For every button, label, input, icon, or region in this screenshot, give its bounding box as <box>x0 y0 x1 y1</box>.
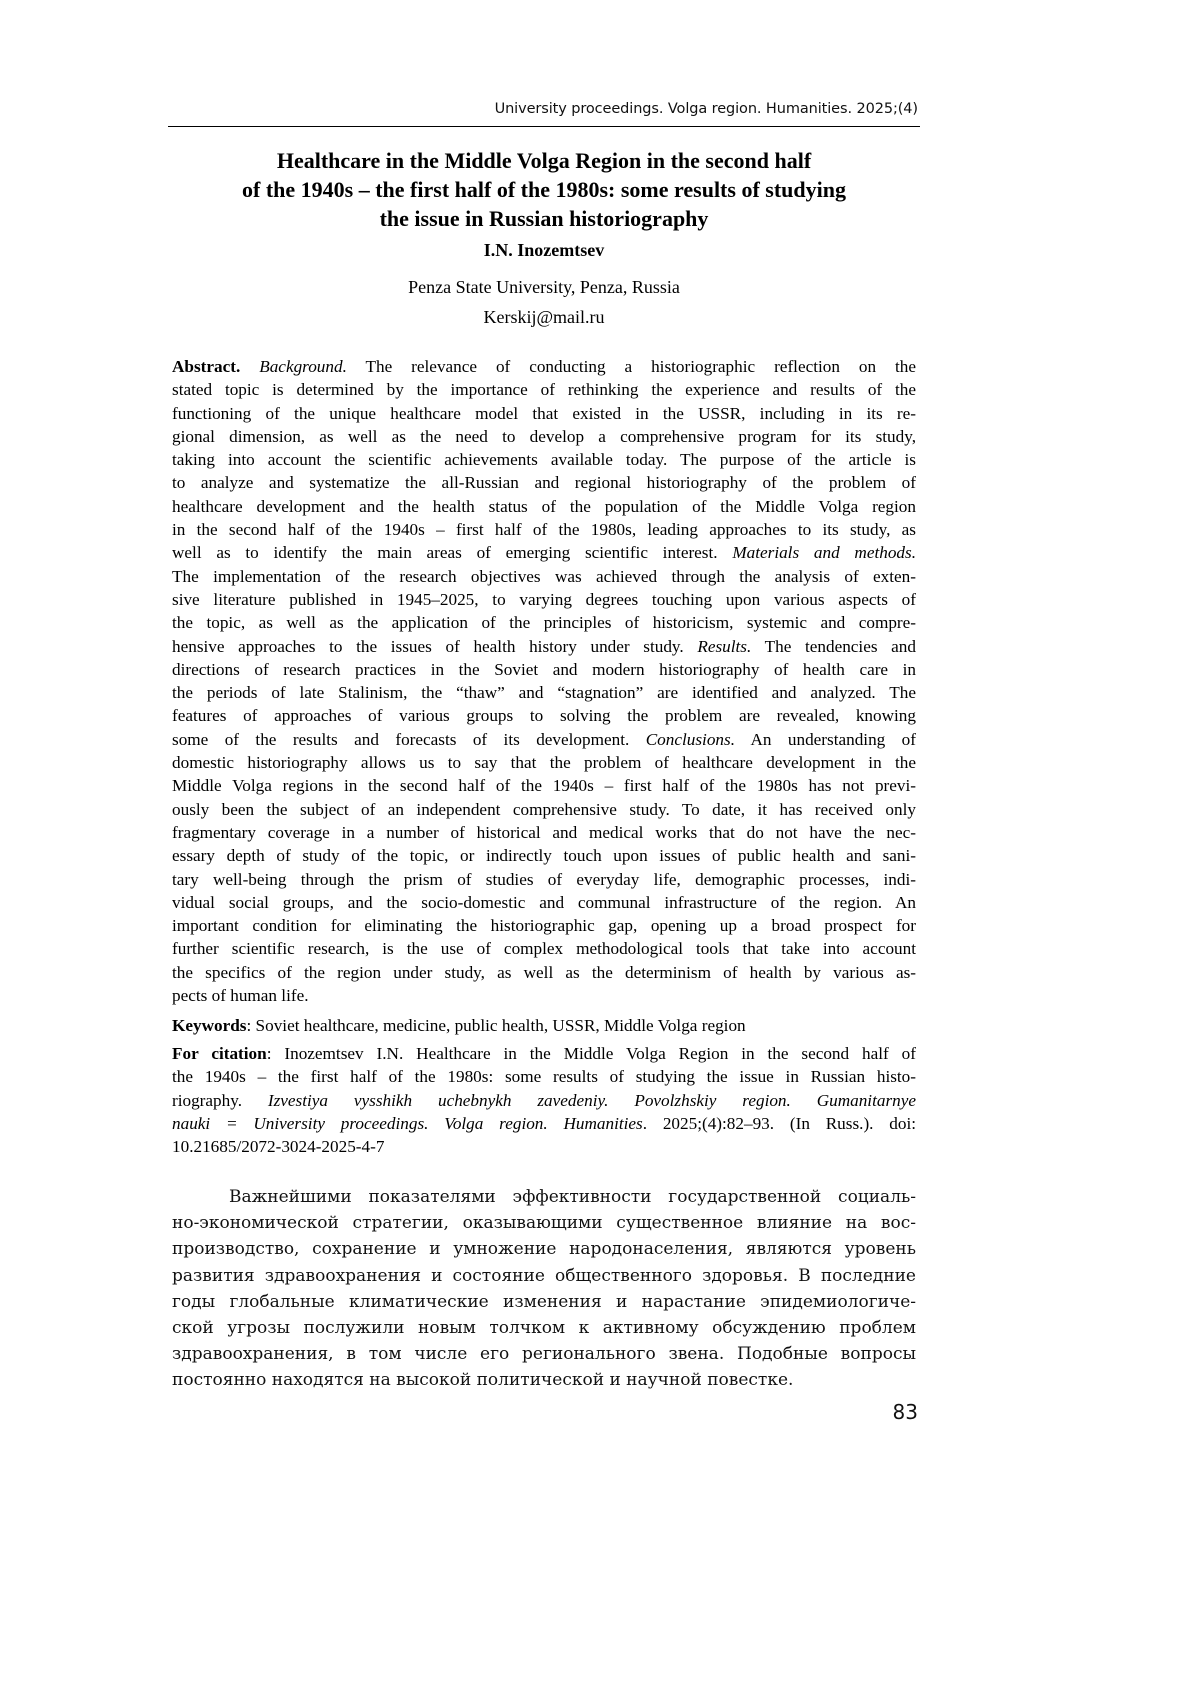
body-line: но-экономической стратегии, оказывающими существенное влияние на вос- <box>172 1213 916 1234</box>
title-line: of the 1940s – the first half of the 1980s: some results of studying <box>242 177 846 202</box>
citation-line: nauki = University proceedings. Volga region. Humanities. 2025;(4):82–93. (In Russ.). doi: <box>172 1113 916 1133</box>
article-title <box>170 146 918 233</box>
abstract-line: directions of research practices in the Soviet and modern historiography of health care in <box>172 659 916 679</box>
body-line: производство, сохранение и умножение народонаселения, являются уровень <box>172 1239 916 1260</box>
body-paragraph <box>172 1184 916 1394</box>
abstract <box>172 355 916 1007</box>
keywords-text: : Soviet healthcare, medicine, public health, USSR, Middle Volga region <box>246 1016 746 1035</box>
abstract-line: to analyze and systematize the all-Russian and regional historiography of the problem of <box>172 473 916 493</box>
page-number: 83 <box>892 1400 918 1424</box>
abstract-line: features of approaches of various groups to solving the problem are revealed, knowing <box>172 706 916 726</box>
abstract-line: tary well-being through the prism of studies of everyday life, demographic processes, indi- <box>172 869 916 889</box>
author-email[interactable]: Kerskij@mail.ru <box>483 307 605 327</box>
abstract-line: ously been the subject of an independent comprehensive study. To date, it has received only <box>172 799 916 819</box>
citation-line: the 1940s – the first half of the 1980s: some results of studying the issue in Russian histo- <box>172 1067 916 1087</box>
abstract-line: taking into account the scientific achievements available today. The purpose of the article is <box>172 450 916 470</box>
abstract-line: the topic, as well as the application of the principles of historicism, systemic and compre- <box>172 613 916 633</box>
abstract-line: important condition for eliminating the historiographic gap, opening up a broad prospect for <box>172 916 916 936</box>
citation-line: 10.21685/2072-3024-2025-4-7 <box>172 1137 385 1157</box>
body-line: ской угрозы послужили новым толчком к активному обсуждению проблем <box>172 1318 916 1339</box>
abstract-line: Middle Volga regions in the second half of the 1940s – first half of the 1980s has not previ- <box>172 776 916 796</box>
abstract-line: healthcare development and the health status of the population of the Middle Volga region <box>172 496 916 516</box>
abstract-line: further scientific research, is the use of complex methodological tools that take into account <box>172 939 916 959</box>
abstract-line: The implementation of the research objectives was achieved through the analysis of exten- <box>172 566 916 586</box>
keywords-label: Keywords <box>172 1016 247 1035</box>
citation <box>172 1042 916 1158</box>
abstract-line: in the second half of the 1940s – first half of the 1980s, leading approaches to its study, as <box>172 520 916 540</box>
title-line: Healthcare in the Middle Volga Region in the second half <box>276 148 812 173</box>
abstract-line: some of the results and forecasts of its development. Conclusions. An understanding of <box>172 729 916 749</box>
abstract-line: essary depth of study of the topic, or indirectly touch upon issues of public health and sani- <box>172 846 916 866</box>
abstract-line: gional dimension, as well as the need to develop a comprehensive program for its study, <box>172 426 916 446</box>
abstract-line: functioning of the unique healthcare model that existed in the USSR, including in its re- <box>172 403 916 423</box>
header-rule <box>168 126 920 127</box>
title-line: the issue in Russian historiography <box>379 206 709 231</box>
citation-line: riography. Izvestiya vysshikh uchebnykh zavedeniy. Povolzhskiy region. Gumanitarnye <box>172 1090 916 1110</box>
abstract-line: well as to identify the main areas of emerging scientific interest. Materials and methods. <box>172 543 916 563</box>
keywords <box>172 1014 916 1037</box>
abstract-line: sive literature published in 1945–2025, to varying degrees touching upon various aspects of <box>172 589 916 609</box>
author-name: I.N. Inozemtsev <box>483 240 605 260</box>
citation-line: For citation: Inozemtsev I.N. Healthcare in the Middle Volga Region in the second half of <box>172 1044 916 1063</box>
abstract-line: vidual social groups, and the socio-domestic and communal infrastructure of the region. An <box>172 892 916 912</box>
abstract-line: stated topic is determined by the importance of rethinking the experience and results of the <box>172 380 916 400</box>
abstract-line: the periods of late Stalinism, the “thaw” and “stagnation” are identified and analyzed. The <box>172 683 916 703</box>
author-affiliation: Penza State University, Penza, Russia <box>408 277 680 297</box>
running-header: University proceedings. Volga region. Humanities. 2025;(4) <box>494 101 918 117</box>
abstract-line: the specifics of the region under study, as well as the determinism of health by various as- <box>172 962 916 982</box>
body-line: развития здравоохранения и состояние общественного здоровья. В последние <box>172 1265 916 1286</box>
abstract-line: hensive approaches to the issues of health history under study. Results. The tendencies and <box>172 636 916 656</box>
body-line: годы глобальные климатические изменения и нарастание эпидемиологиче- <box>172 1291 916 1312</box>
body-line: постоянно находятся на высокой политической и научной повестке. <box>172 1370 794 1391</box>
body-line: здравоохранения, в том числе его регионального звена. Подобные вопросы <box>172 1344 916 1365</box>
body-line: Важнейшими показателями эффективности государственной социаль- <box>229 1187 916 1207</box>
abstract-line: pects of human life. <box>172 986 309 1006</box>
abstract-line: Abstract. Background. The relevance of conducting a historiographic reflection on the <box>172 357 917 376</box>
abstract-line: domestic historiography allows us to say that the problem of healthcare development in the <box>172 753 916 773</box>
abstract-line: fragmentary coverage in a number of historical and medical works that do not have the nec- <box>172 822 916 842</box>
